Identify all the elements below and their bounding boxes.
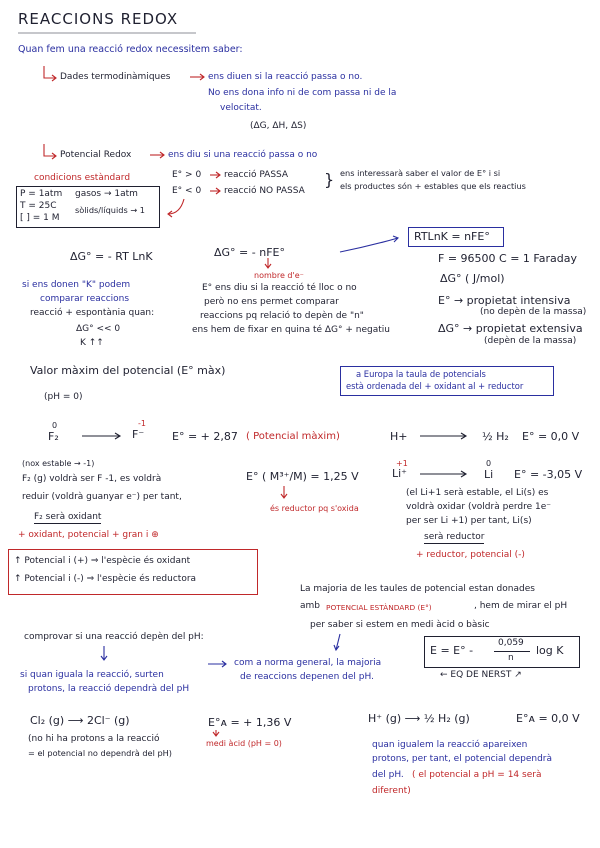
dg-units: ΔG° ( J/mol): [440, 272, 505, 285]
dades-desc-1: ens diuen si la reacció passa o no.: [208, 72, 363, 82]
h-right: ½ H₂: [482, 430, 509, 443]
h-note-2: protons, per tant, el potencial dependrà: [372, 754, 553, 764]
k-text-1: si ens donen "K" podem: [22, 280, 131, 290]
summary-1: ↑ Potencial i (+) ⇒ l'espècie és oxidant: [14, 556, 191, 566]
ph-text-1: si quan iguala la reacció, surten: [20, 670, 164, 680]
intro-text: Quan fem una reacció redox necessitem saber:: [18, 44, 243, 55]
extensiva-note: (depèn de la massa): [484, 336, 577, 346]
k-text-4: ΔG° << 0: [76, 324, 121, 334]
gibbs-eq-1: ΔG° = - RT LnK: [70, 250, 153, 263]
nernst-den: n: [508, 653, 514, 663]
li-note-5: + reductor, potencial (-): [416, 550, 525, 560]
condicio-gas: gasos → 1atm: [75, 189, 138, 199]
nernst-text-2c: , hem de mirar el pH: [474, 601, 568, 611]
extensiva: ΔG° → propietat extensiva: [438, 322, 583, 335]
ms-note: és reductor pq s'oxida: [270, 504, 359, 513]
e-text-3: reaccions pq relació to depèn de "n": [200, 311, 364, 321]
cl-equation: Cl₂ (g) ⟶ 2Cl⁻ (g): [30, 714, 130, 727]
cl-note-1: (no hi ha protons a la reacció: [28, 734, 160, 744]
nernst-num: 0,059: [498, 638, 524, 648]
f-potential: E° = + 2,87: [172, 430, 238, 443]
condicions-title: condicions estàndard: [34, 173, 131, 183]
dades-desc-3: velocitat.: [220, 103, 262, 113]
li-note-4: serà reductor: [424, 532, 485, 542]
ph-text-2: protons, la reacció dependrà del pH: [28, 684, 190, 694]
e-positive: E° > 0: [172, 170, 202, 180]
f-note-1: (nox estable → -1): [22, 459, 95, 468]
f2: F₂: [48, 430, 59, 443]
f-minus-ox: -1: [138, 419, 146, 428]
nernst-text-1: La majoria de les taules de potencial estan donades: [300, 584, 535, 594]
nernst-eq-left: E = E° -: [430, 644, 474, 657]
eq3-arrow: [340, 238, 398, 252]
europa-2: està ordenada del + oxidant al + reductor: [346, 381, 524, 391]
f-note-4: F₂ serà oxidant: [34, 512, 102, 522]
h-note-3b: ( el potencial a pH = 14 serà: [412, 770, 542, 780]
cl-potential: E°ᴀ = + 1,36 V: [208, 716, 292, 729]
f-note-3: reduir (voldrà guanyar e⁻) per tant,: [22, 492, 182, 502]
h-left: H+: [390, 430, 408, 443]
e-positive-result: reacció PASSA: [224, 170, 289, 180]
e-negative-result: reacció NO PASSA: [224, 186, 305, 196]
maxim-title: Valor màxim del potencial (E° màx): [30, 364, 226, 377]
intensiva: E° → propietat intensiva: [438, 294, 571, 307]
nernst-text-3: per saber si estem en medi àcid o bàsic: [310, 620, 490, 630]
li-ox: +1: [396, 459, 408, 468]
page-title: REACCIONS REDOX: [18, 10, 179, 28]
h-note-1: quan igualem la reacció apareixen: [372, 740, 528, 750]
k-text-5: K ↑↑: [80, 338, 104, 348]
f-note-2: F₂ (g) voldrà ser F -1, es voldrà: [22, 474, 162, 484]
h-ex-potential: E°ᴀ = 0,0 V: [516, 712, 580, 725]
f-potential-note: ( Potencial màxim): [246, 431, 340, 442]
li-note-1: (el Li+1 serà estable, el Li(s) es: [406, 488, 549, 498]
nernst-text-2a: amb: [300, 601, 320, 611]
h-note-4: diferent): [372, 786, 411, 796]
potencial-desc: ens diu si una reacció passa o no: [168, 150, 318, 160]
f2-ox: 0: [52, 421, 58, 430]
condicio-p: P = 1atm: [20, 189, 63, 199]
summary-2: ↑ Potencial i (-) ⇒ l'espècie és reductora: [14, 574, 197, 584]
faraday: F = 96500 C = 1 Faraday: [438, 252, 577, 265]
li: Li: [484, 468, 494, 481]
li-ox-2: 0: [486, 459, 492, 468]
e-negative: E° < 0: [172, 186, 202, 196]
europa-1: a Europa la taula de potencials: [356, 369, 486, 379]
dades-label: Dades termodinàmiques: [60, 72, 171, 82]
nernst-eq-right: log K: [536, 644, 564, 657]
k-text-2: comparar reaccions: [40, 294, 130, 304]
nernst-text-2b: POTENCIAL ESTÀNDARD (E°): [326, 603, 432, 612]
dades-vars: (ΔG, ΔH, ΔS): [250, 121, 307, 131]
gibbs-eq-2: ΔG° = - nFE°: [214, 246, 285, 259]
brace: }: [324, 170, 335, 189]
general-1: com a norma general, la majoria: [234, 658, 382, 668]
ph-title: comprovar si una reacció depèn del pH:: [24, 632, 204, 642]
e-text-1: E° ens diu si la reacció té lloc o no: [202, 283, 357, 293]
cl-note-2: = el potencial no dependrà del pH): [28, 748, 172, 758]
f-minus: F⁻: [132, 428, 145, 441]
f-note-5: + oxidant, potencial + gran i ⊕: [18, 530, 159, 540]
h-equation: H⁺ (g) ⟶ ½ H₂ (g): [368, 712, 470, 725]
h-note-3a: del pH.: [372, 770, 404, 780]
cl-medi: medi àcid (pH = 0): [206, 739, 282, 748]
condicio-c: [ ] = 1 M: [20, 213, 60, 223]
dades-desc-2: No ens dona info ni de com passa ni de la: [208, 88, 397, 98]
e-text-4: ens hem de fixar en quina té ΔG° + negatiu: [192, 325, 390, 335]
h-potential: E° = 0,0 V: [522, 430, 580, 443]
li-note-2: voldrà oxidar (voldrà perdre 1e⁻: [406, 502, 552, 512]
maxim-ph: (pH = 0): [44, 392, 83, 402]
condicio-sol: sòlids/líquids → 1: [75, 205, 145, 215]
nernst-name: ← EQ DE NERST ↗: [440, 670, 522, 680]
general-2: de reaccions depenen del pH.: [240, 672, 374, 682]
li-potential: E° = -3,05 V: [514, 468, 583, 481]
gibbs-eq-3: RTLnK = nFE°: [414, 230, 490, 243]
intensiva-note: (no depèn de la massa): [480, 307, 587, 317]
e-text-2: però no ens permet comparar: [204, 297, 339, 307]
n-label: nombre d'e⁻: [254, 271, 304, 280]
ms-potential: E° ( M³⁺/M) = 1,25 V: [246, 470, 359, 483]
li-note-3: per ser Li +1) per tant, Li(s): [406, 516, 532, 526]
interest-1: ens interessarà saber el valor de E° i si: [340, 168, 501, 178]
interest-2: els productes són + estables que els reactius: [340, 181, 526, 191]
potencial-label: Potencial Redox: [60, 150, 132, 160]
k-text-3: reacció + espontània quan:: [30, 308, 155, 318]
condicio-t: T = 25C: [20, 201, 57, 211]
li-plus: Li⁺: [392, 467, 407, 480]
